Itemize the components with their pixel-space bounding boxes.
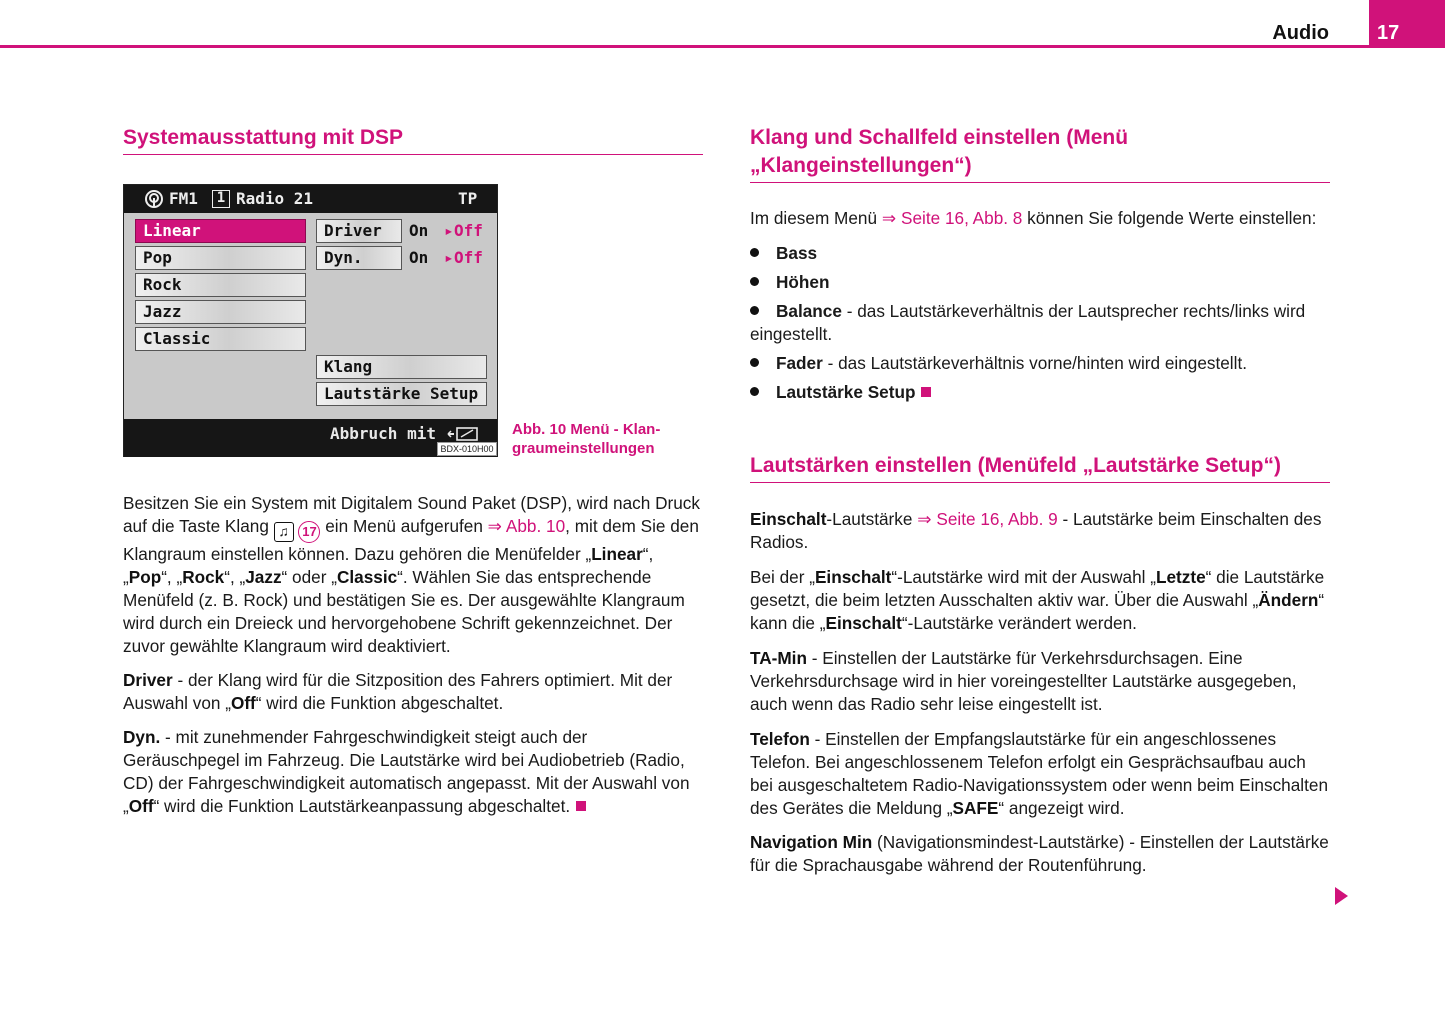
end-of-section-icon — [921, 387, 931, 397]
klang-values-list — [750, 242, 1330, 404]
paragraph-dsp-intro: Besitzen Sie ein System mit Digitalem Sound Paket (DSP), wird nach Druck auf die Taste Klang ♫ 17 ein Menü aufgerufen ⇒ Abb. 10, mit dem Sie den Klangraum einstellen können. Dazu gehören die Menüfelder „Linear“, „Pop“, „Rock“, „Jazz“ oder „Classic“. Wählen Sie das entsprechende Menüfeld (z. B. Rock) und bestätigen Sie es. Der ausgewählte Klangraum wird durch ein Dreieck und hervorgehobene Schrift gekennzeichnet. Der zuvor gewählte Klangraum wird deaktiviert. — [123, 493, 700, 656]
cancel-hint: Abbruch mit — [330, 424, 436, 443]
paragraph-dyn: Dyn. - mit zunehmender Fahrgeschwindigkeit steigt auch der Geräuschpegel im Fahrzeug. Die Lautstärke wird bei Audiobetrieb (Radio, CD) der Fahrgeschwindigkeit automatisch angepasst. Mit der Auswahl von „Off“ wird die Funktion Lautstärkeanpassung abgeschaltet. — [123, 727, 690, 816]
driver-on[interactable]: On — [409, 221, 429, 240]
paragraph-einschalt: Einschalt-Lautstärke ⇒ Seite 16, Abb. 9 - Lautstärke beim Einschalten des Radios. — [750, 509, 1322, 552]
section-heading-lautstaerken: Lautstärken einstellen (Menüfeld „Lautstärke Setup“) — [750, 452, 1330, 483]
preset-number: 1 — [212, 190, 230, 208]
menu-klang[interactable]: Klang — [316, 355, 487, 379]
tp-indicator: TP — [458, 189, 478, 208]
list-item-lautstaerke-setup: Lautstärke Setup — [750, 381, 1330, 404]
link-seite-16-abb-9[interactable]: ⇒ Seite 16, Abb. 9 — [917, 509, 1058, 529]
left-body — [123, 492, 703, 818]
caption-line-1: Abb. 10 Menü - Klan- — [512, 421, 661, 438]
paragraph-telefon: Telefon - Einstellen der Empfangslautstärke für ein angeschlossenes Telefon. Bei angeschlossenem Telefon erfolgt ein Gesprächsaufbau auch bei ausgeschaltetem Radio-Navigationssystem oder wenn beim Einschalten des Gerätes die Meldung „SAFE“ angezeigt wird. — [750, 729, 1328, 818]
option-dyn[interactable]: Dyn. — [316, 246, 402, 270]
bullet-icon — [750, 248, 759, 257]
paragraph-navigation-min: Navigation Min (Navigationsmindest-Lautstärke) - Einstellen der Lautstärke für die Sprachausgabe während der Routenführung. — [750, 832, 1329, 875]
paragraph-klang-intro: Im diesem Menü ⇒ Seite 16, Abb. 8 können Sie folgende Werte einstellen: — [750, 208, 1317, 228]
paragraph-ta-min: TA-Min - Einstellen der Lautstärke für Verkehrsdurchsagen. Eine Verkehrsdurchsage wird in hier voreingestellter Lautstärke ausgegeben, auch wenn das Radio sehr leise eingestellt ist. — [750, 648, 1297, 714]
source-label: FM1 — [169, 189, 198, 208]
bullet-icon — [750, 387, 759, 396]
end-of-section-icon — [576, 801, 586, 811]
list-item-hoehen: Höhen — [750, 271, 1330, 294]
music-note-key-icon: ♫ — [274, 522, 294, 542]
bullet-icon — [750, 277, 759, 286]
page-number: 17 — [1377, 22, 1400, 44]
preset-linear[interactable]: Linear — [135, 219, 306, 243]
left-column-heading-wrap — [123, 124, 703, 155]
option-driver[interactable]: Driver — [316, 219, 402, 243]
preset-rock[interactable]: Rock — [135, 273, 306, 297]
preset-pop[interactable]: Pop — [135, 246, 306, 270]
figure-caption — [512, 420, 660, 458]
station-name: Radio 21 — [236, 189, 314, 208]
continue-next-page-icon — [1335, 887, 1348, 905]
caption-line-2: graumeinstellungen — [512, 440, 655, 457]
section-heading-dsp: Systemausstattung mit DSP — [123, 124, 703, 155]
header-rule — [0, 45, 1445, 48]
radio-screen-figure — [123, 184, 498, 457]
dyn-off-selected-icon: ▸ — [444, 248, 454, 267]
dyn-off[interactable]: Off — [454, 248, 483, 267]
preset-jazz[interactable]: Jazz — [135, 300, 306, 324]
bullet-icon — [750, 306, 759, 315]
chapter-title: Audio — [1272, 22, 1329, 44]
link-abb-10[interactable]: ⇒ Abb. 10 — [487, 516, 566, 536]
section-heading-klang: Klang und Schallfeld einstellen (Menü „Klangeinstellungen“) — [750, 124, 1330, 183]
list-item-balance: Balance - das Lautstärkeverhältnis der Lautsprecher rechts/links wird eingestellt. — [750, 301, 1306, 344]
dyn-on[interactable]: On — [409, 248, 429, 267]
paragraph-driver: Driver - der Klang wird für die Sitzposition des Fahrers optimiert. Mit der Auswahl von „Off“ wird die Funktion abgeschaltet. — [123, 670, 673, 713]
bullet-icon — [750, 358, 759, 367]
preset-classic[interactable]: Classic — [135, 327, 306, 351]
list-item-bass: Bass — [750, 242, 1330, 265]
screen-status-bar — [124, 185, 497, 213]
right-column — [750, 124, 1330, 877]
antenna-icon — [144, 189, 164, 213]
figure-code: BDX-010H00 — [437, 442, 497, 456]
circled-number-icon: 17 — [298, 521, 320, 543]
driver-off-selected-icon: ▸ — [444, 221, 454, 240]
link-seite-16-abb-8[interactable]: ⇒ Seite 16, Abb. 8 — [881, 208, 1023, 228]
driver-off[interactable]: Off — [454, 221, 483, 240]
list-item-fader: Fader - das Lautstärkeverhältnis vorne/hinten wird eingestellt. — [750, 352, 1330, 375]
paragraph-letzte-aendern: Bei der „Einschalt“-Lautstärke wird mit der Auswahl „Letzte“ die Lautstärke gesetzt, die beim letzten Ausschalten aktiv war. Über die Auswahl „Ändern“ kann die „Einschalt“-Lautstärke verändert werden. — [750, 567, 1325, 633]
menu-lautstaerke-setup[interactable]: Lautstärke Setup — [316, 382, 487, 406]
